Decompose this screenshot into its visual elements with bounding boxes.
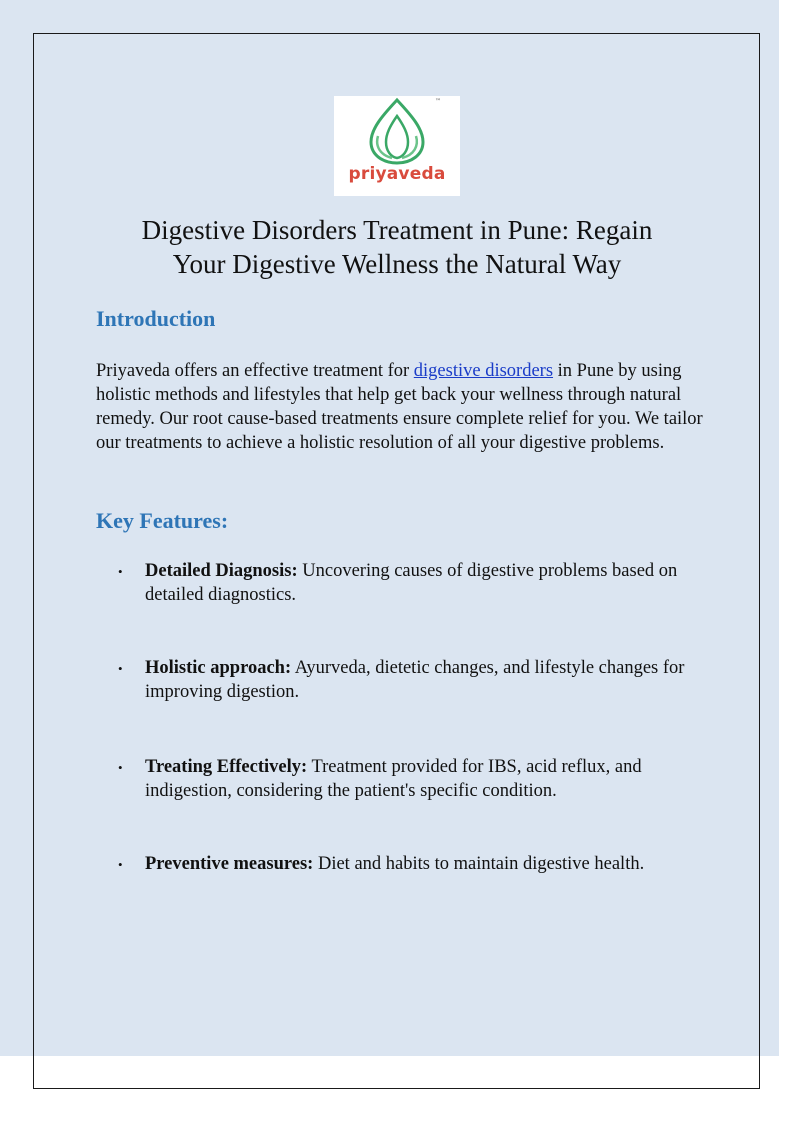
bullet-icon: • (118, 564, 123, 579)
feature-text: Ayurveda, dietetic changes, and lifestyle changes for improving digestion. (145, 658, 685, 702)
feature-text: Treatment provided for IBS, acid reflux, and indigestion, considering the patient's specific condition. (145, 757, 642, 801)
feature-label: Preventive measures: (145, 854, 314, 874)
digestive-disorders-link[interactable]: digestive disorders (413, 361, 554, 381)
trademark-symbol: ™ (435, 98, 441, 105)
bullet-icon: • (118, 661, 123, 676)
priyaveda-logo (334, 96, 460, 196)
title-line-1: Digestive Disorders Treatment in Pune: Regain (141, 215, 653, 245)
feature-text: Uncovering causes of digestive problems based on detailed diagnostics. (145, 561, 678, 605)
feature-label: Holistic approach: (145, 658, 292, 678)
feature-list-item (118, 755, 698, 803)
introduction-heading: Introduction (96, 306, 216, 331)
intro-text-after-link: in Pune by using holistic methods and lifestyles that help get back your wellness through natural remedy. Our root cause-based treatments ensure complete relief for you. We tailor our treatments to achieve a holistic resolution of all your digestive problems. (96, 361, 703, 453)
introduction-paragraph (96, 359, 706, 455)
feature-list-item (118, 852, 698, 876)
logo-wordmark: priyaveda (348, 164, 446, 184)
feature-label: Treating Effectively: (145, 757, 308, 777)
feature-list-item (118, 559, 698, 607)
title-line-2: Your Digestive Wellness the Natural Way (172, 249, 622, 279)
key-features-heading: Key Features: (96, 508, 229, 533)
intro-text-before-link: Priyaveda offers an effective treatment for (96, 361, 414, 381)
feature-text: Diet and habits to maintain digestive health. (313, 854, 645, 874)
bullet-icon: • (118, 857, 123, 872)
page-title (60, 213, 734, 281)
lotus-leaf-icon (334, 96, 460, 166)
bullet-icon: • (118, 760, 123, 775)
feature-label: Detailed Diagnosis: (145, 561, 298, 581)
feature-list-item (118, 656, 698, 704)
